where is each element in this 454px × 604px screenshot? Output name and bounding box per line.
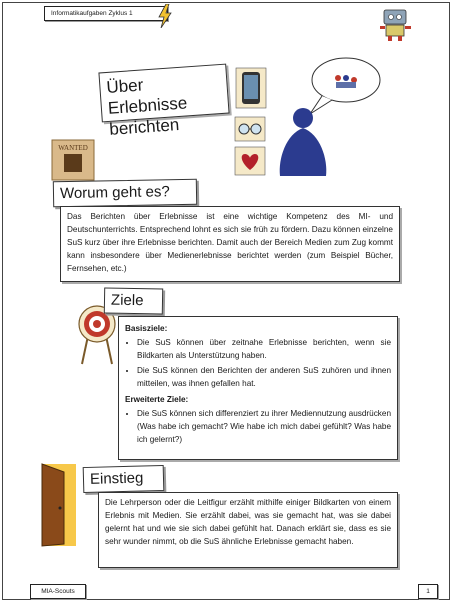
list-item: • Die SuS können über zeitnahe Erlebnisse berichten, wenn sie Bildkarten als Unterstützung haben. xyxy=(137,336,391,362)
einstieg-text: Die Lehrperson oder die Leitfigur erzählt mithilfe einiger Bildkarten von einem Erlebnis mit Medien. Sie erzählt dabei, was sie gemacht hat, was sie dabei gelernt hat und wie sie sich dabei gefühlt hat. Danach erklärt sie, dass es sie sehr wunder nimmt, ob die SuS ähnliche Erlebnisse gemacht haben. xyxy=(98,492,398,568)
heart-icon xyxy=(234,146,266,176)
worum-text: Das Berichten über Erlebnisse ist eine wichtige Kompetenz des MI- und Deutschunterrichts. Entsprechend lohnt es sich sie früh zu fördern. Dazu können einzelne SuS kurz über ihre Erlebnisse berichten. Damit auch der Bereich Medien zum Zug kommt kann insbesondere über Medienerlebnisse berichtet werden (zum Beispiel Bücher, Fernsehen, etc.) xyxy=(60,206,400,282)
header-label: Informatikaufgaben Zyklus 1 xyxy=(44,6,168,21)
wanted-poster-icon xyxy=(50,138,96,182)
glasses-icon xyxy=(234,116,266,142)
section-heading-worum: Worum geht es? xyxy=(53,179,197,208)
basis-label: Basisziele: xyxy=(125,324,168,333)
list-item: • Die SuS können den Berichten der anderen SuS zuhören und ihnen mitteilen, was ihnen gefallen hat. xyxy=(137,364,391,390)
svg-text:WANTED: WANTED xyxy=(58,144,88,152)
door-icon xyxy=(40,462,80,548)
ziele-box xyxy=(118,316,398,460)
section-heading-einstieg: Einstieg xyxy=(83,465,165,493)
footer-label: MIA-Scouts xyxy=(30,584,86,599)
section-heading-ziele: Ziele xyxy=(104,287,163,314)
list-item: • Die SuS können sich differenziert zu ihrer Mediennutzung ausdrücken (Was habe ich gemacht? Wie habe ich mich dabei gefühlt? Was habe ich gelernt?) xyxy=(137,407,391,446)
page-title: Über Erlebnisse berichten xyxy=(98,64,229,123)
robot-icon xyxy=(378,6,414,42)
erweitert-label: Erweiterte Ziele: xyxy=(125,395,189,404)
figure-icon xyxy=(272,104,334,180)
smartphone-icon xyxy=(234,66,268,110)
lightning-icon xyxy=(158,4,172,28)
page-number: 1 xyxy=(418,584,438,599)
